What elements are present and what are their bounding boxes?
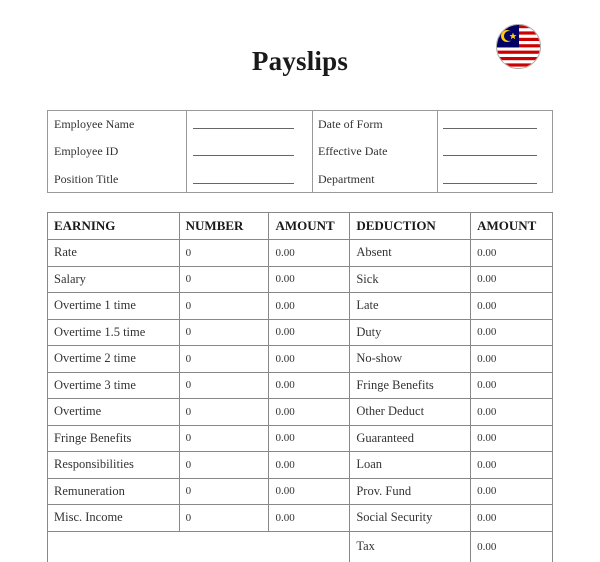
malaysia-flag-icon <box>496 24 541 69</box>
deduction-label: Prov. Fund <box>350 478 471 505</box>
table-row <box>48 266 553 293</box>
position-title-field[interactable] <box>193 183 294 184</box>
deduction-amount[interactable]: 0.00 <box>471 319 553 346</box>
deduction-label: Late <box>350 293 471 320</box>
deduction-label: Fringe Benefits <box>350 372 471 399</box>
employee-info-box <box>47 110 553 193</box>
earning-label: Fringe Benefits <box>48 425 180 452</box>
earning-amount[interactable]: 0.00 <box>269 425 350 452</box>
deduction-amount[interactable]: 0.00 <box>471 452 553 479</box>
earning-number[interactable]: 0 <box>179 478 269 505</box>
earning-number[interactable]: 0 <box>179 452 269 479</box>
table-row <box>48 505 553 532</box>
effective-date-label: Effective Date <box>318 144 388 158</box>
earning-number[interactable]: 0 <box>179 505 269 532</box>
deduction-amount[interactable]: 0.00 <box>471 346 553 373</box>
earning-header: EARNING <box>48 213 180 240</box>
deduction-label: Other Deduct <box>350 399 471 426</box>
deduction-amount[interactable]: 0.00 <box>471 266 553 293</box>
earning-number[interactable]: 0 <box>179 293 269 320</box>
earning-label: Overtime 1 time <box>48 293 180 320</box>
table-row <box>48 425 553 452</box>
deduction-label: Absent <box>350 240 471 267</box>
position-title-label: Position Title <box>54 172 119 186</box>
earning-amount[interactable]: 0.00 <box>269 293 350 320</box>
payslip-table <box>47 212 553 562</box>
table-header-row <box>48 213 553 240</box>
deduction-amount[interactable]: 0.00 <box>471 293 553 320</box>
earning-label: Overtime 1.5 time <box>48 319 180 346</box>
earning-number[interactable]: 0 <box>179 240 269 267</box>
deduction-label: Sick <box>350 266 471 293</box>
date-of-form-field[interactable] <box>443 128 537 129</box>
deduction-amount-header: AMOUNT <box>471 213 553 240</box>
effective-date-field[interactable] <box>443 155 537 156</box>
table-row <box>48 240 553 267</box>
deduction-header: DEDUCTION <box>350 213 471 240</box>
earning-number[interactable]: 0 <box>179 399 269 426</box>
earning-number[interactable]: 0 <box>179 372 269 399</box>
deduction-label: Tax <box>350 531 471 562</box>
table-row <box>48 346 553 373</box>
deduction-amount[interactable]: 0.00 <box>471 425 553 452</box>
earning-number[interactable]: 0 <box>179 346 269 373</box>
page-title: Payslips <box>251 46 349 76</box>
employee-id-label: Employee ID <box>54 144 119 158</box>
earning-label: Responsibilities <box>48 452 180 479</box>
deduction-label: Guaranteed <box>350 425 471 452</box>
earning-amount[interactable]: 0.00 <box>269 399 350 426</box>
department-field[interactable] <box>443 183 537 184</box>
deduction-label: No-show <box>350 346 471 373</box>
deduction-amount[interactable]: 0.00 <box>471 372 553 399</box>
earning-number[interactable]: 0 <box>179 266 269 293</box>
earning-amount[interactable]: 0.00 <box>269 346 350 373</box>
earning-amount-header: AMOUNT <box>269 213 350 240</box>
earning-amount[interactable]: 0.00 <box>269 452 350 479</box>
empty-earning-cell <box>48 531 350 562</box>
deduction-amount[interactable]: 0.00 <box>471 240 553 267</box>
earning-label: Overtime <box>48 399 180 426</box>
earning-amount[interactable]: 0.00 <box>269 372 350 399</box>
deduction-amount[interactable]: 0.00 <box>471 531 553 562</box>
earning-label: Remuneration <box>48 478 180 505</box>
deduction-label: Loan <box>350 452 471 479</box>
deduction-label: Duty <box>350 319 471 346</box>
date-of-form-label: Date of Form <box>318 117 383 131</box>
employee-name-field[interactable] <box>193 128 294 129</box>
deduction-amount[interactable]: 0.00 <box>471 478 553 505</box>
table-row <box>48 319 553 346</box>
earning-number[interactable]: 0 <box>179 319 269 346</box>
table-row <box>48 399 553 426</box>
earning-label: Salary <box>48 266 180 293</box>
department-label: Department <box>318 172 375 186</box>
table-row <box>48 293 553 320</box>
earning-amount[interactable]: 0.00 <box>269 319 350 346</box>
earning-amount[interactable]: 0.00 <box>269 505 350 532</box>
deduction-amount[interactable]: 0.00 <box>471 505 553 532</box>
earning-label: Rate <box>48 240 180 267</box>
earning-label: Overtime 2 time <box>48 346 180 373</box>
employee-name-label: Employee Name <box>54 117 135 131</box>
earning-amount[interactable]: 0.00 <box>269 240 350 267</box>
earning-amount[interactable]: 0.00 <box>269 478 350 505</box>
table-row <box>48 531 553 562</box>
table-row <box>48 478 553 505</box>
employee-id-field[interactable] <box>193 155 294 156</box>
earning-label: Overtime 3 time <box>48 372 180 399</box>
earning-label: Misc. Income <box>48 505 180 532</box>
earning-amount[interactable]: 0.00 <box>269 266 350 293</box>
deduction-label: Social Security <box>350 505 471 532</box>
table-row <box>48 372 553 399</box>
table-row <box>48 452 553 479</box>
deduction-amount[interactable]: 0.00 <box>471 399 553 426</box>
earning-number[interactable]: 0 <box>179 425 269 452</box>
number-header: NUMBER <box>179 213 269 240</box>
